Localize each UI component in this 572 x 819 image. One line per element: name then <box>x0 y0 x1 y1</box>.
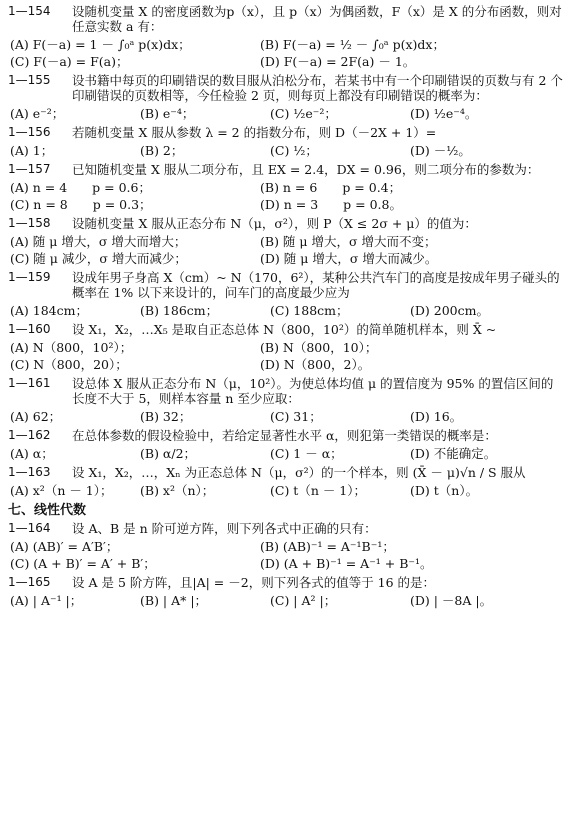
problem-stem <box>8 73 564 103</box>
problem-question: 在总体参数的假设检验中，若给定显著性水平 α，则犯第一类错误的概率是： <box>72 428 497 443</box>
answer-options <box>8 408 564 425</box>
problem-item <box>8 73 564 122</box>
problem-item <box>8 4 564 70</box>
answer-options <box>8 339 564 373</box>
answer-options <box>8 233 564 267</box>
answer-option: (C) 188cm； <box>270 303 349 318</box>
answer-option: (B) α/2； <box>140 446 197 461</box>
answer-option: (D) F(－a) = 2F(a) － 1。 <box>260 54 416 69</box>
answer-option: (D) N（800，2）。 <box>260 357 371 372</box>
answer-option: (B) N（800，10）； <box>260 340 378 355</box>
problem-stem <box>8 521 564 536</box>
problem-item <box>8 270 564 319</box>
answer-option: (B) 2； <box>140 143 184 158</box>
answer-option: (A) | A⁻¹ |； <box>10 592 83 608</box>
answer-option: (C) 1 － α； <box>270 446 343 461</box>
answer-option: (B) 随 μ 增大，σ 增大而不变； <box>260 234 437 249</box>
problem-number: 1—163 <box>8 465 51 479</box>
answer-option: (B) e⁻⁴； <box>140 106 195 121</box>
answer-option: (A) 随 μ 增大，σ 增大而增大； <box>10 234 187 249</box>
answer-option: (A) 62； <box>10 409 62 424</box>
problem-question: 若随机变量 X 服从参数 λ = 2 的指数分布，则 D（－2X + 1）= <box>72 125 437 140</box>
answer-option: (C) n = 8 p = 0.3； <box>10 197 152 212</box>
answer-option: (C) ½e⁻²； <box>270 106 337 121</box>
answer-option: (D) (A + B)⁻¹ = A⁻¹ + B⁻¹。 <box>260 555 433 571</box>
problem-item <box>8 465 564 499</box>
problem-question: 设成年男子身高 X（cm）~ N（170，6²），某种公共汽车门的高度是按成年男子碰头的概率在 1% 以下来设计的，问车门的高度最少应为 <box>72 270 560 300</box>
problem-question: 设 A、B 是 n 阶可逆方阵，则下列各式中正确的只有： <box>72 520 377 536</box>
problem-item <box>8 125 564 159</box>
answer-option: (C) F(－a) = F(a)； <box>10 54 129 69</box>
problem-item <box>8 575 564 609</box>
answer-option: (C) (A + B)′ = A′ + B′； <box>10 555 156 571</box>
answer-options <box>8 445 564 462</box>
problem-question: 已知随机变量 X 服从二项分布，且 EX = 2.4，DX = 0.96，则二项分布的参数为： <box>72 162 540 177</box>
problem-number: 1—161 <box>8 376 51 390</box>
problem-question: 设 X₁，X₂，…，Xₙ 为正态总体 N（μ，σ²）的一个样本，则 (X̄ － μ)√n / S 服从 <box>72 465 526 480</box>
problem-stem <box>8 216 564 231</box>
answer-option: (A) N（800，10²）； <box>10 340 133 355</box>
problem-item <box>8 216 564 267</box>
answer-options <box>8 36 564 70</box>
answer-option: (A) e⁻²； <box>10 106 65 121</box>
problem-number: 1—165 <box>8 574 51 589</box>
problem-number: 1—164 <box>8 520 51 535</box>
answer-options <box>8 105 564 122</box>
answer-option: (B) (AB)⁻¹ = A⁻¹B⁻¹； <box>260 538 395 554</box>
answer-option: (A) F(－a) = 1 － ∫₀ᵃ p(x)dx； <box>10 37 191 52</box>
answer-option: (C) ½； <box>270 143 318 158</box>
answer-option: (D) n = 3 p = 0.8。 <box>260 197 402 212</box>
answer-options <box>8 592 564 609</box>
answer-options <box>8 482 564 499</box>
answer-option: (B) 186cm； <box>140 303 219 318</box>
problem-stem <box>8 162 564 177</box>
section-heading: 七、线性代数 <box>8 503 87 518</box>
answer-option: (B) | A* |； <box>140 592 208 608</box>
answer-options <box>8 142 564 159</box>
answer-option: (D) 随 μ 增大，σ 增大而减少。 <box>260 251 438 266</box>
answer-option: (D) 不能确定。 <box>410 446 497 461</box>
problem-item <box>8 521 564 572</box>
answer-option: (B) 32； <box>140 409 192 424</box>
problem-stem <box>8 322 564 337</box>
problem-number: 1—158 <box>8 216 51 230</box>
problem-stem <box>8 125 564 140</box>
problem-question: 设书籍中每页的印刷错误的数目服从泊松分布，若某书中有一个印刷错误的页数与有 2 个印刷错误的页数相等，今任检验 2 页，则每页上都没有印刷错误的概率为： <box>72 73 563 103</box>
answer-option: (A) x²（n － 1）； <box>10 483 113 498</box>
problem-item <box>8 428 564 462</box>
problem-number: 1—154 <box>8 4 51 18</box>
answer-option: (C) t（n － 1）； <box>270 483 367 498</box>
problem-stem <box>8 428 564 443</box>
problem-stem <box>8 270 564 300</box>
answer-option: (A) α； <box>10 446 54 461</box>
answer-option: (C) N（800，20）； <box>10 357 128 372</box>
answer-option: (C) | A² |； <box>270 592 337 608</box>
problem-stem <box>8 4 564 34</box>
answer-option: (D) t（n）。 <box>410 483 479 498</box>
answer-option: (A) 184cm； <box>10 303 88 318</box>
problem-stem <box>8 575 564 590</box>
answer-option: (B) x²（n）； <box>140 483 215 498</box>
answer-option: (D) 200cm。 <box>410 303 489 318</box>
problem-question: 设 A 是 5 阶方阵，且|A| = －2，则下列各式的值等于 16 的是： <box>72 574 436 590</box>
answer-options <box>8 302 564 319</box>
problem-item <box>8 322 564 373</box>
problem-stem <box>8 465 564 480</box>
answer-option: (B) F(－a) = ½ － ∫₀ᵃ p(x)dx； <box>260 37 445 52</box>
problem-question: 设随机变量 X 服从正态分布 N（μ，σ²），则 P（X ≤ 2σ + μ）的值为： <box>72 216 477 231</box>
answer-options <box>8 538 564 572</box>
problem-number: 1—155 <box>8 73 51 87</box>
problem-number: 1—156 <box>8 125 51 139</box>
problem-number: 1—162 <box>8 428 51 442</box>
problem-question: 设随机变量 X 的密度函数为p（x），且 p（x）为偶函数，F（x）是 X 的分布函数，则对任意实数 a 有： <box>72 4 562 34</box>
problem-item <box>8 162 564 213</box>
answer-option: (C) 31； <box>270 409 322 424</box>
answer-option: (C) 随 μ 减少，σ 增大而减少； <box>10 251 187 266</box>
problem-number: 1—160 <box>8 322 51 336</box>
problem-question: 设总体 X 服从正态分布 N（μ，10²）。为使总体均值 μ 的置信度为 95% 的置信区间的长度不大于 5，则样本容量 n 至少应取： <box>72 376 554 406</box>
answer-option: (D) ½e⁻⁴。 <box>410 106 478 121</box>
answer-option: (D) | －8A |。 <box>410 592 493 608</box>
answer-option: (B) n = 6 p = 0.4； <box>260 180 402 195</box>
answer-options <box>8 179 564 213</box>
problem-stem <box>8 376 564 406</box>
answer-option: (A) 1； <box>10 143 54 158</box>
problem-item <box>8 376 564 425</box>
answer-option: (D) －½。 <box>410 143 471 158</box>
answer-option: (D) 16。 <box>410 409 463 424</box>
problem-number: 1—157 <box>8 162 51 176</box>
problem-question: 设 X₁，X₂，…X₅ 是取自正态总体 N（800，10²）的简单随机样本，则 X̄ ~ <box>72 322 497 337</box>
problem-number: 1—159 <box>8 270 51 284</box>
answer-option: (A) n = 4 p = 0.6； <box>10 180 151 195</box>
answer-option: (A) (AB)′ = A′B′； <box>10 538 119 554</box>
